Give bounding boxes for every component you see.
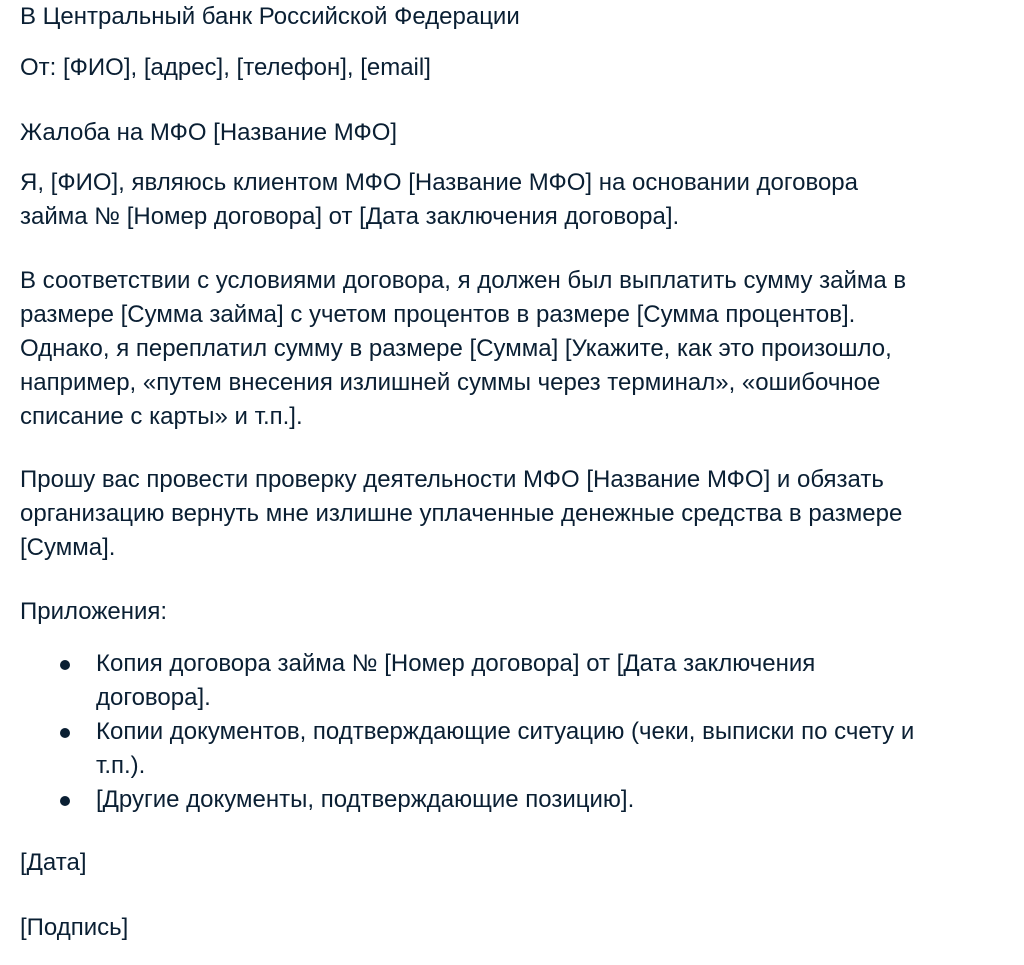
request-line: организацию вернуть мне излишне уплаченные денежные средства в размере bbox=[20, 500, 903, 527]
recipient-line: В Центральный банк Российской Федерации bbox=[20, 3, 520, 30]
list-item-line: Копии документов, подтверждающие ситуацию (чеки, выписки по счету и bbox=[96, 718, 915, 745]
list-item bbox=[20, 647, 1010, 715]
situation-line: списание с карты» и т.п.]. bbox=[20, 403, 303, 430]
date-placeholder: [Дата] bbox=[20, 849, 87, 876]
intro-line: Я, [ФИО], являюсь клиентом МФО [Название МФО] на основании договора bbox=[20, 169, 858, 196]
attachments-list bbox=[20, 647, 1010, 817]
complaint-subject: Жалоба на МФО [Название МФО] bbox=[20, 119, 398, 146]
list-item-line: Копия договора займа № [Номер договора] от [Дата заключения bbox=[96, 650, 816, 677]
request-line: [Сумма]. bbox=[20, 534, 116, 561]
list-item-line: т.п.). bbox=[96, 752, 146, 779]
intro-line: займа № [Номер договора] от [Дата заключения договора]. bbox=[20, 203, 680, 230]
list-item bbox=[20, 783, 1010, 817]
intro-paragraph bbox=[20, 166, 1010, 234]
situation-line: размере [Сумма займа] с учетом процентов в размере [Сумма процентов]. bbox=[20, 301, 856, 328]
situation-paragraph bbox=[20, 264, 1010, 434]
list-item-line: договора]. bbox=[96, 684, 211, 711]
situation-line: В соответствии с условиями договора, я должен был выплатить сумму займа в bbox=[20, 267, 907, 294]
list-item-line: [Другие документы, подтверждающие позицию]. bbox=[96, 786, 635, 813]
situation-line: Однако, я переплатил сумму в размере [Сумма] [Укажите, как это произошло, bbox=[20, 335, 892, 362]
situation-line: например, «путем внесения излишней суммы через терминал», «ошибочное bbox=[20, 369, 881, 396]
list-item bbox=[20, 715, 1010, 783]
request-line: Прошу вас провести проверку деятельности МФО [Название МФО] и обязать bbox=[20, 466, 884, 493]
attachments-heading: Приложения: bbox=[20, 598, 168, 625]
sender-line: От: [ФИО], [адрес], [телефон], [email] bbox=[20, 54, 431, 81]
signature-placeholder: [Подпись] bbox=[20, 914, 129, 941]
request-paragraph bbox=[20, 463, 1010, 565]
